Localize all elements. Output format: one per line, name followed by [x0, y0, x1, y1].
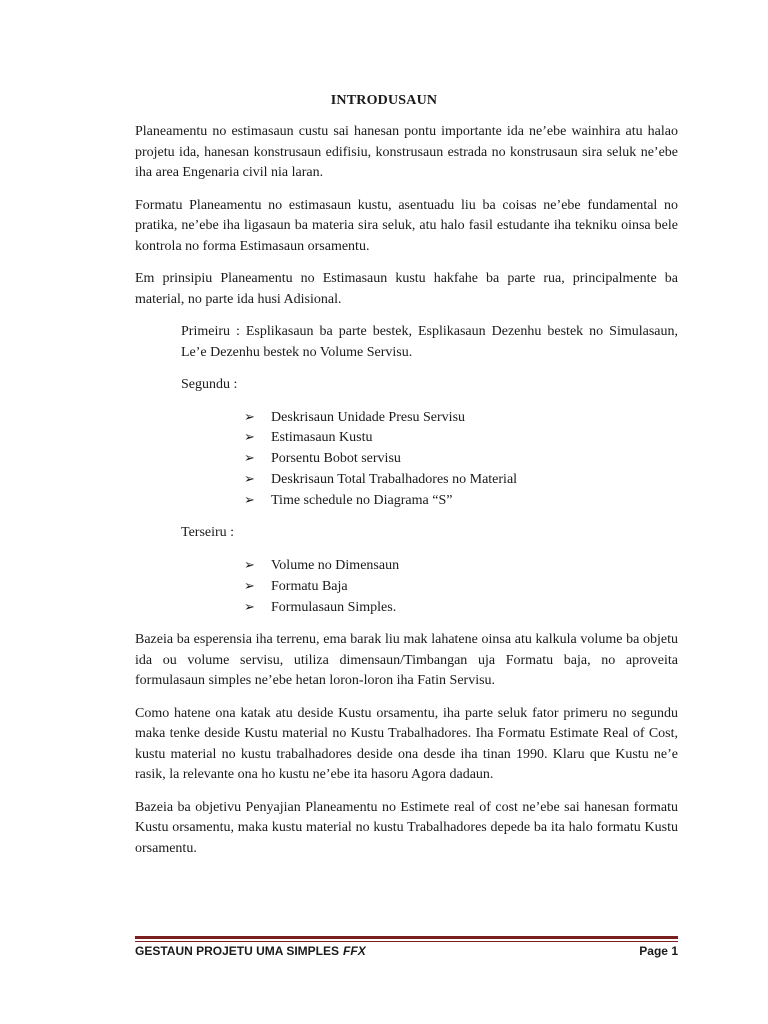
list-item-text: Volume no Dimensaun	[271, 557, 400, 573]
footer-initials: FFX	[343, 944, 366, 958]
list-item	[244, 598, 678, 619]
paragraph-2: Formatu Planeamentu no estimasaun kustu, asentuadu liu ba coisas ne’ebe fundamental no pratika, ne’ebe iha ligasaun ba materia sira seluk, atu halo fasil estudante iha tekniku oinsa bele kontrola no forma Estimasaun orsamentu.	[135, 197, 678, 254]
arrow-bullet-icon: ➢	[244, 430, 255, 446]
arrow-bullet-icon: ➢	[244, 492, 255, 508]
footer-divider-thick	[135, 936, 678, 939]
arrow-bullet-icon: ➢	[244, 409, 255, 425]
primeiru-paragraph: Primeiru : Esplikasaun ba parte bestek, Esplikasaun Dezenhu bestek no Simulasaun, Le’e Dezenhu bestek no Volume Servisu.	[181, 324, 678, 360]
list-item	[244, 470, 678, 491]
arrow-bullet-icon: ➢	[244, 557, 255, 573]
paragraph-1: Planeamentu no estimasaun custu sai hanesan pontu importante ida ne’ebe wainhira atu halao projetu ida, hanesan konstrusaun edifisiu, konstrusaun estrada no konstrusaun sira seluk ne’ebe iha area Engenaria civil nia laran.	[135, 124, 678, 180]
segundu-list	[135, 408, 678, 512]
paragraph-3: Em prinsipiu Planeamentu no Estimasaun kustu hakfahe ba parte rua, principalmente ba material, no parte ida husi Adisional.	[135, 271, 678, 307]
list-item	[244, 556, 678, 577]
arrow-bullet-icon: ➢	[244, 451, 255, 467]
terseiru-list	[135, 556, 678, 618]
terseiru-label: Terseiru :	[181, 525, 235, 541]
document-body	[135, 122, 678, 871]
arrow-bullet-icon: ➢	[244, 578, 255, 594]
page-title: INTRODUSAUN	[330, 93, 438, 108]
paragraph-6: Bazeia ba objetivu Penyajian Planeamentu no Estimete real of cost ne’ebe sai hanesan formatu Kustu orsamentu, maka kustu material no kustu Trabalhadores depede ba ita halo formatu Kustu orsamentu.	[135, 799, 678, 856]
arrow-bullet-icon: ➢	[244, 471, 255, 487]
list-item	[244, 428, 678, 449]
list-item-text: Time schedule no Diagrama “S”	[271, 492, 453, 508]
list-item	[244, 449, 678, 470]
arrow-bullet-icon: ➢	[244, 599, 255, 615]
list-item-text: Formatu Baja	[271, 578, 348, 594]
footer-title	[135, 944, 366, 958]
list-item-text: Formulasaun Simples.	[271, 599, 397, 615]
list-item-text: Porsentu Bobot servisu	[271, 451, 401, 467]
list-item	[244, 408, 678, 429]
page-footer	[135, 944, 678, 958]
list-item-text: Deskrisaun Unidade Presu Servisu	[271, 409, 466, 425]
paragraph-5: Como hatene ona katak atu deside Kustu orsamentu, iha parte seluk fator primeru no segundu maka tenke deside Kustu material no Kustu Trabalhadores. Iha Formatu Estimate Real of Cost, kustu material no kustu trabalhadores deside ona desde iha tinan 1990. Klaru que Kustu ne’e rasik, la relevante ona ho kustu ne’ebe ita hasoru Agora dadaun.	[135, 705, 678, 783]
list-item-text: Estimasaun Kustu	[271, 430, 373, 446]
list-item	[244, 491, 678, 512]
list-item-text: Deskrisaun Total Trabalhadores no Material	[271, 471, 518, 487]
paragraph-4: Bazeia ba esperensia iha terrenu, ema barak liu mak lahatene oinsa atu kalkula volume ba objetu ida ou volume servisu, utiliza dimensaun/Timbangan uja Formatu baja, no aproveita formulasaun simples ne’ebe hetan loron-loron iha Fatin Servisu.	[135, 632, 678, 689]
footer-title-text: GESTAUN PROJETU UMA SIMPLES	[135, 944, 340, 958]
page-number: Page 1	[639, 944, 678, 958]
footer-divider-thin	[135, 941, 678, 942]
list-item	[244, 577, 678, 598]
segundu-label: Segundu :	[181, 377, 238, 392]
